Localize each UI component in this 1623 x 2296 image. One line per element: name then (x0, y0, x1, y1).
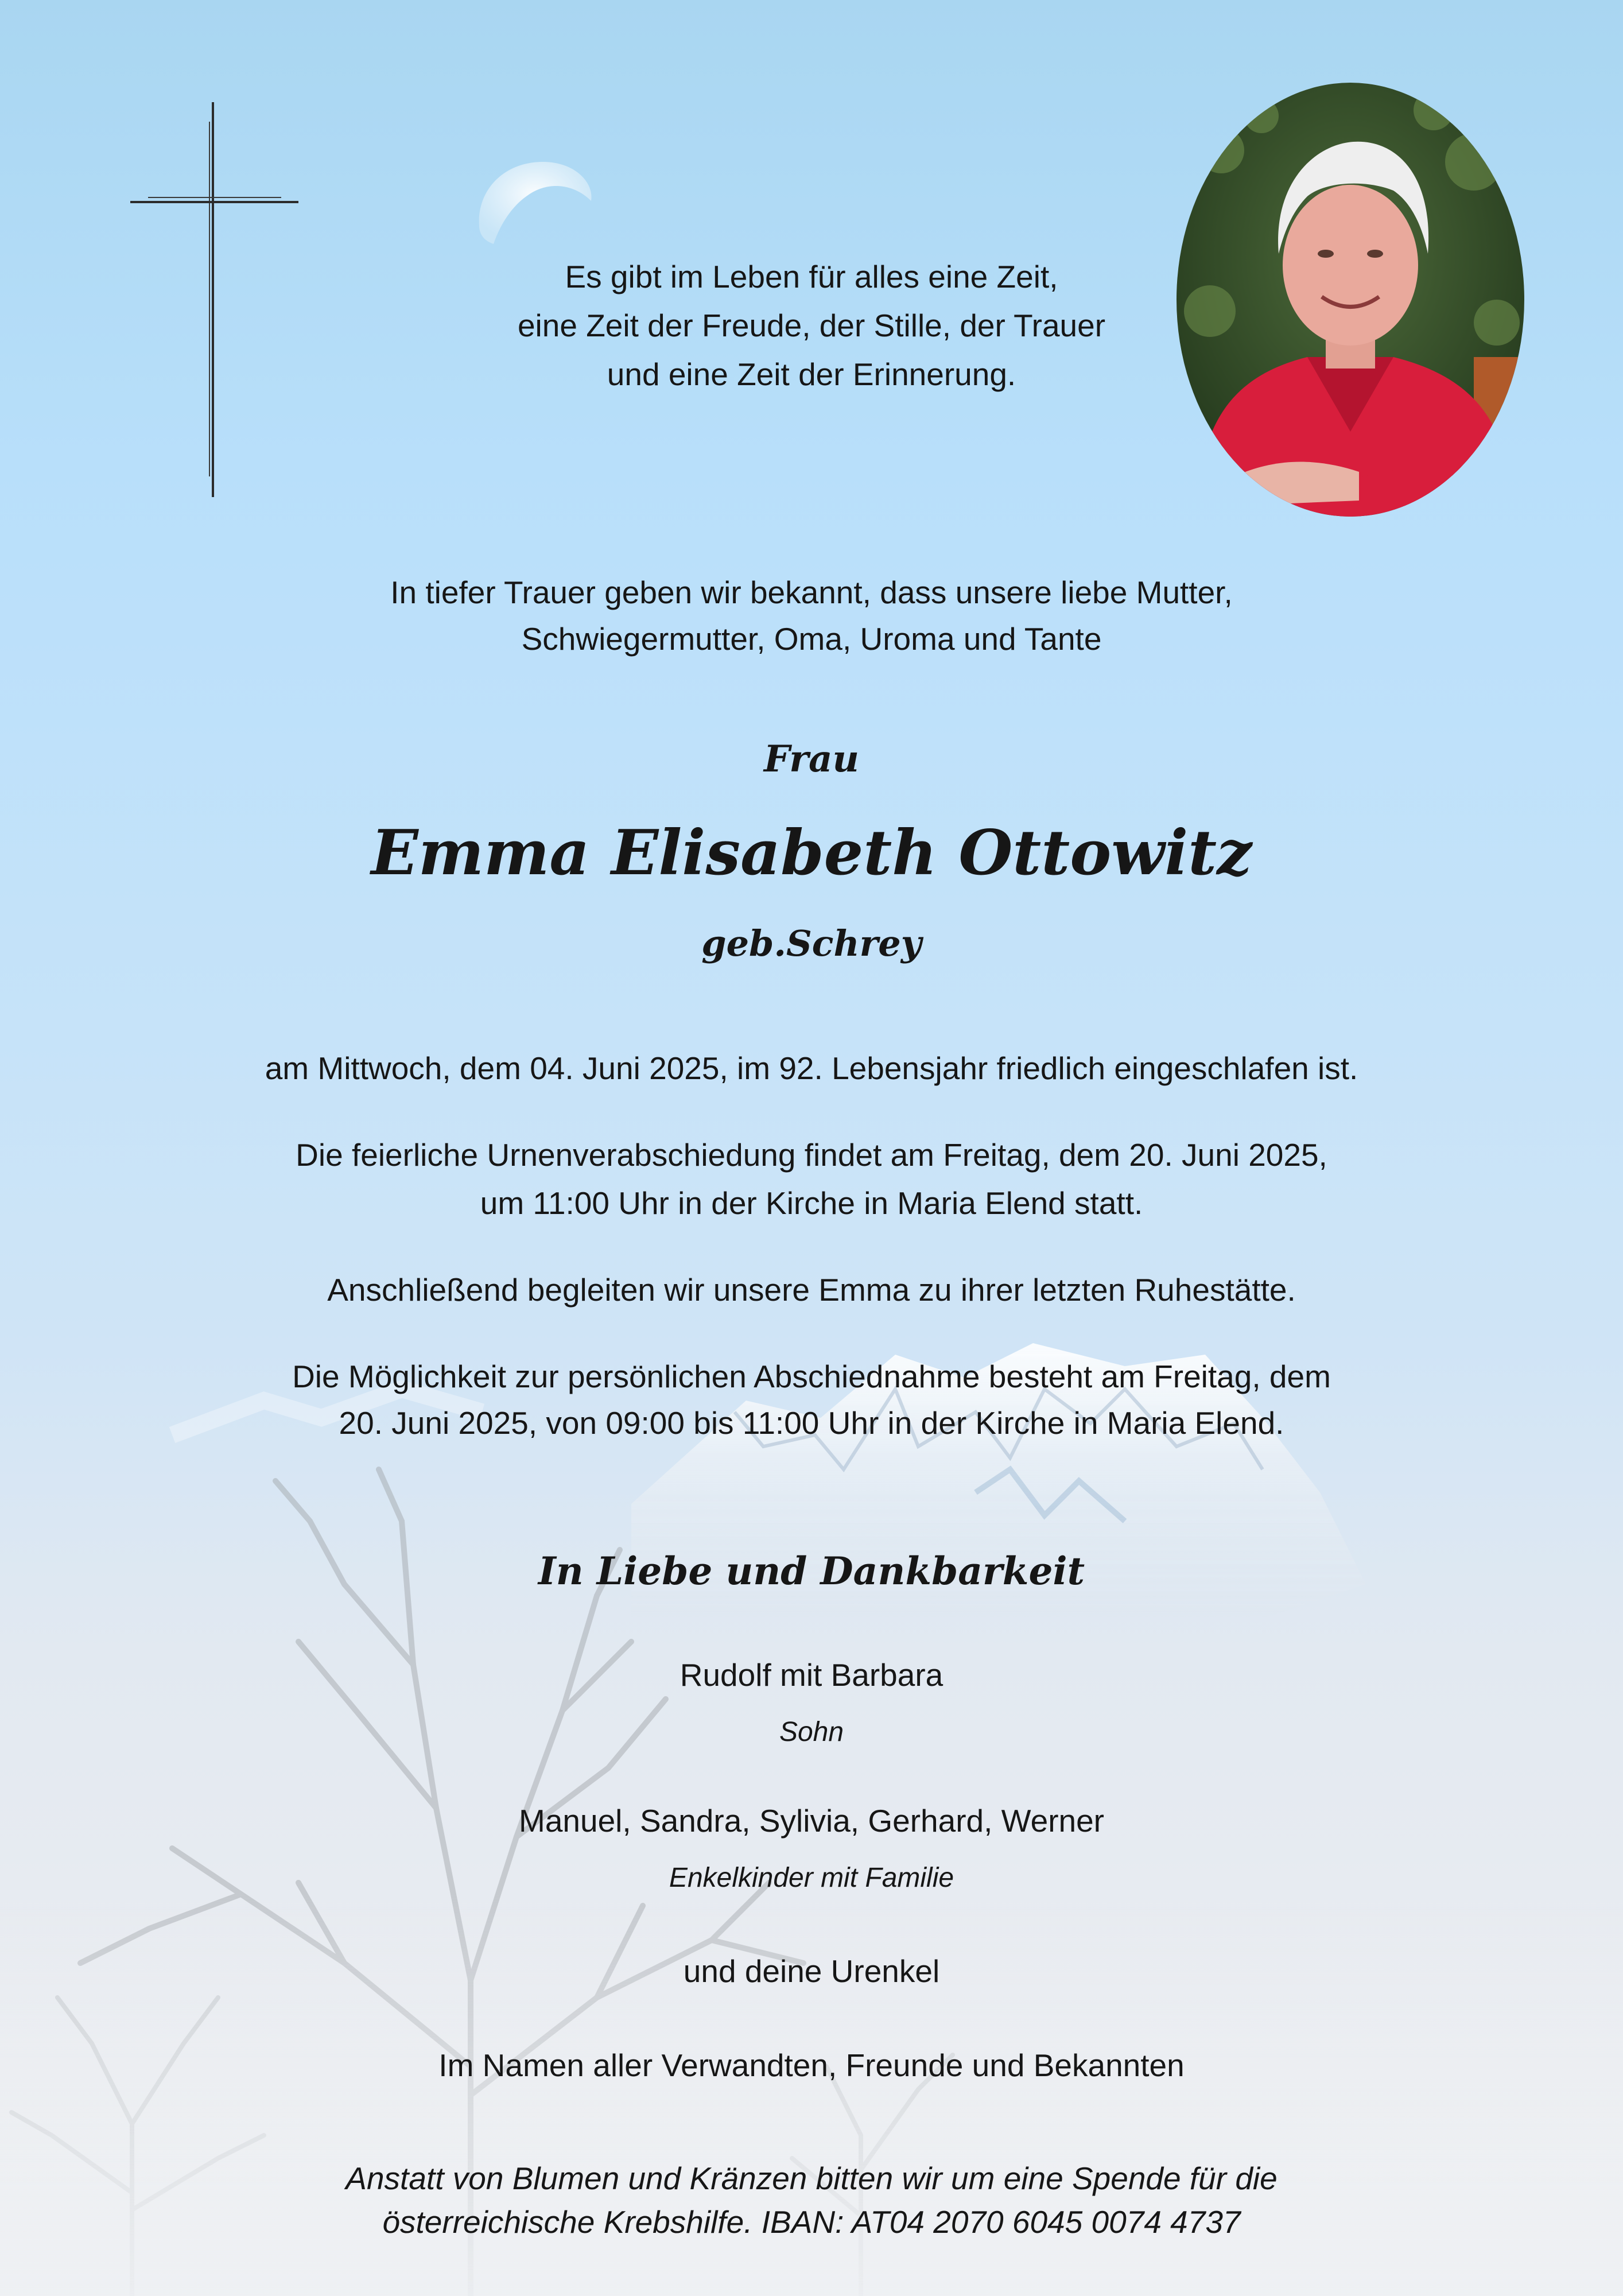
farewell-line-2: 20. Juni 2025, von 09:00 bis 11:00 Uhr in der Kirche in Maria Elend. (339, 1405, 1284, 1441)
mourners-heading: In Liebe und Dankbarkeit (538, 1549, 1085, 1593)
ceremony-line-1: Die feierliche Urnenverabschiedung findet am Freitag, dem 20. Juni 2025, (296, 1137, 1327, 1173)
announcement-line-2: Schwiegermutter, Oma, Uroma und Tante (521, 621, 1102, 657)
burial-line: Anschließend begleiten wir unsere Emma zu ihrer letzten Ruhestätte. (327, 1272, 1296, 1308)
quote-line-3: und eine Zeit der Erinnerung. (607, 356, 1016, 392)
ceremony-line-2: um 11:00 Uhr in der Kirche in Maria Elend statt. (480, 1185, 1143, 1221)
grandchildren-names: Manuel, Sandra, Sylivia, Gerhard, Werner (519, 1803, 1104, 1839)
moon-icon (479, 162, 592, 244)
farewell-line-1: Die Möglichkeit zur persönlichen Abschiednahme besteht am Freitag, dem (292, 1359, 1331, 1394)
grandchildren-relation: Enkelkinder mit Familie (669, 1863, 954, 1893)
great-grandchildren: und deine Urenkel (683, 1953, 940, 1989)
death-date-line: am Mittwoch, dem 04. Juni 2025, im 92. Lebensjahr friedlich eingeschlafen ist. (265, 1050, 1358, 1086)
birth-name: geb.Schrey (701, 922, 922, 964)
announcement-line-1: In tiefer Trauer geben wir bekannt, dass unsere liebe Mutter, (390, 575, 1233, 610)
son-relation: Sohn (779, 1717, 844, 1747)
on-behalf-line: Im Namen aller Verwandten, Freunde und Bekannten (438, 2047, 1185, 2083)
salutation: Frau (763, 738, 860, 781)
son-names: Rudolf mit Barbara (680, 1657, 943, 1693)
donation-line-2: österreichische Krebshilfe. IBAN: AT04 2070 6045 0074 4737 (382, 2204, 1241, 2240)
quote-line-2: eine Zeit der Freude, der Stille, der Trauer (517, 308, 1106, 343)
deceased-name: Emma Elisabeth Ottowitz (371, 817, 1252, 889)
donation-line-1: Anstatt von Blumen und Kränzen bitten wir um eine Spende für die (345, 2161, 1278, 2196)
quote-line-1: Es gibt im Leben für alles eine Zeit, (565, 259, 1058, 294)
